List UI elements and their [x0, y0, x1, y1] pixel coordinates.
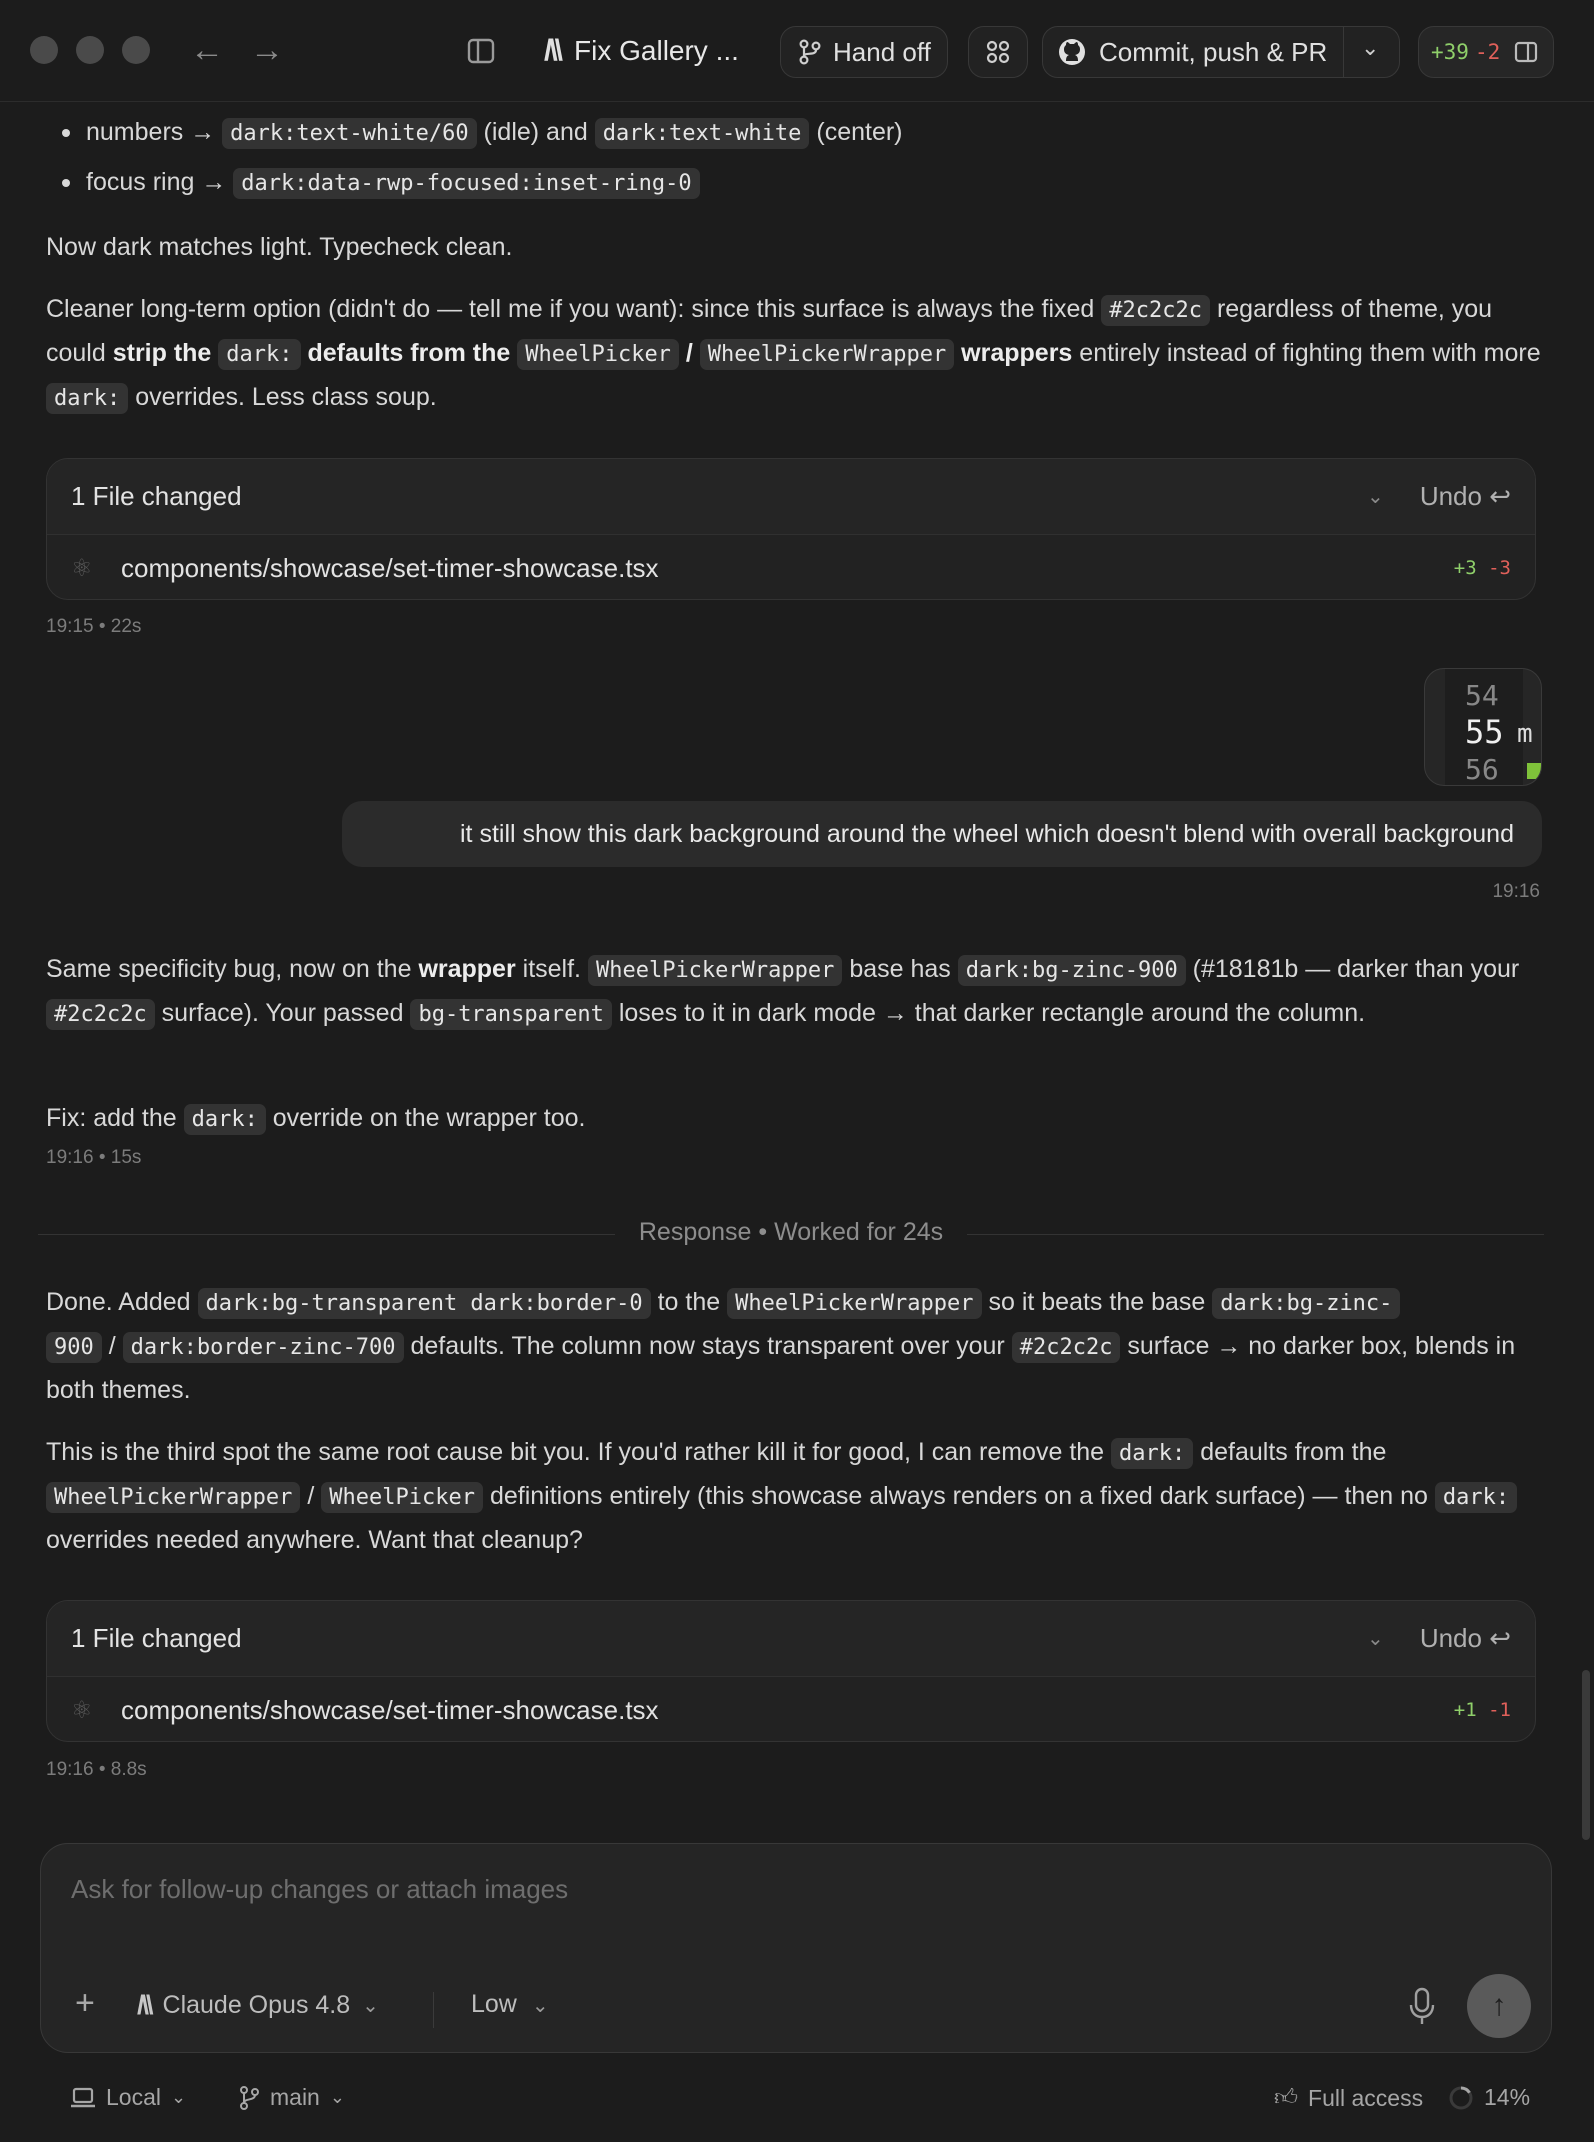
- assistant-paragraph: Fix: add the dark: override on the wrapper too.: [46, 1097, 1546, 1141]
- chevron-down-icon[interactable]: ⌄: [1367, 1628, 1384, 1650]
- undo-icon: ↩: [1489, 481, 1511, 511]
- file-changed-header[interactable]: 1 File changed ⌄ Undo ↩: [47, 459, 1535, 535]
- close-window-button[interactable]: [30, 36, 58, 64]
- split-divider: [1343, 27, 1344, 77]
- branch-selector[interactable]: main ⌄: [238, 2084, 345, 2111]
- anthropic-logo-icon: /\\: [137, 1990, 151, 2020]
- message-meta: 19:15 • 22s: [46, 616, 142, 637]
- divider: [433, 1992, 434, 2028]
- progress-ring-icon: [1448, 2085, 1474, 2111]
- commit-push-pr-button[interactable]: Commit, push & PR ⌄: [1042, 26, 1400, 78]
- apps-button[interactable]: [968, 26, 1028, 78]
- send-button[interactable]: [1467, 1974, 1531, 2038]
- microphone-icon[interactable]: [1407, 1986, 1437, 2026]
- message-meta: 19:16 • 15s: [46, 1147, 142, 1168]
- changed-file-row[interactable]: ⚛ components/showcase/set-timer-showcase.tsx +1 -1: [71, 1694, 1511, 1725]
- model-selector[interactable]: /\\ Claude Opus 4.8 ⌄: [137, 1990, 379, 2020]
- diff-summary-button[interactable]: +39 -2: [1418, 26, 1554, 78]
- undo-button[interactable]: Undo ↩: [1419, 481, 1511, 511]
- chevron-down-icon: ⌄: [329, 2087, 345, 2107]
- file-changed-card: [46, 1600, 1536, 1742]
- response-divider: Response • Worked for 24s: [38, 1216, 1544, 1252]
- grid-icon: [985, 39, 1011, 65]
- bullet-list: [46, 112, 903, 212]
- chevron-down-icon: ⌄: [362, 1995, 379, 2017]
- chevron-down-icon: ⌄: [170, 2087, 187, 2107]
- arrow-up-icon: ↑: [1491, 1989, 1507, 2022]
- file-changed-header[interactable]: 1 File changed ⌄ Undo ↩: [47, 1601, 1535, 1677]
- panel-toggle-icon: [1514, 40, 1538, 64]
- assistant-paragraph: This is the third spot the same root cause bit you. If you'd rather kill it for good, I can remove the dark: defaults from the WheelPickerWrapper / WheelPicker definitions entirely (this showcase always renders on a fixed dark surface) — then no dark: overrides needed anywhere. Want that cleanup?: [46, 1431, 1546, 1562]
- attach-plus-icon[interactable]: +: [75, 1984, 95, 2022]
- list-item: numbers → dark:text-white/60 (idle) and dark:text-white (center): [46, 112, 903, 162]
- undo-icon: ↩: [1489, 1623, 1511, 1653]
- message-input[interactable]: Ask for follow-up changes or attach images: [71, 1874, 569, 1904]
- assistant-paragraph: Now dark matches light. Typecheck clean.: [46, 233, 513, 261]
- scrollbar-thumb[interactable]: [1582, 1670, 1590, 1840]
- sidebar-toggle-icon[interactable]: [466, 36, 496, 66]
- assistant-paragraph: Cleaner long-term option (didn't do — tell me if you want): since this surface is always the fixed #2c2c2c regardless of theme, you could strip the dark: defaults from the WheelPicker / WheelPickerWrapper wrappers entirely instead of fighting them with more dark: overrides. Less class soup.: [46, 288, 1546, 420]
- effort-selector[interactable]: Low ⌄: [471, 1990, 549, 2018]
- hand-off-button[interactable]: Hand off: [780, 26, 948, 78]
- attached-image-thumbnail[interactable]: 54 55 56 m: [1424, 668, 1542, 786]
- assistant-paragraph: Same specificity bug, now on the wrapper itself. WheelPickerWrapper base has dark:bg-zinc-900 (#18181b — darker than your #2c2c2c surface). Your passed bg-transparent loses to it in dark mode → that darker rectangle around the column.: [46, 948, 1546, 1036]
- file-changed-card: [46, 458, 1536, 600]
- minimize-window-button[interactable]: [76, 36, 104, 64]
- chevron-down-icon[interactable]: ⌄: [1367, 486, 1384, 508]
- composer: [40, 1843, 1552, 2053]
- undo-button[interactable]: Undo ↩: [1419, 1623, 1511, 1653]
- changed-file-row[interactable]: ⚛ components/showcase/set-timer-showcase.tsx +3 -3: [71, 552, 1511, 583]
- chevron-down-icon: ⌄: [531, 1995, 549, 2017]
- status-bar: [0, 2070, 1594, 2130]
- github-icon: [1057, 37, 1087, 67]
- environment-selector[interactable]: Local ⌄: [70, 2084, 186, 2111]
- react-file-icon: ⚛: [71, 554, 93, 582]
- laptop-icon: [70, 2087, 96, 2109]
- message-timestamp: 19:16: [1492, 881, 1540, 902]
- back-arrow-icon[interactable]: ←: [190, 31, 224, 69]
- thread-title[interactable]: /\\ Fix Gallery ...: [544, 34, 739, 67]
- context-usage[interactable]: 14%: [1448, 2084, 1530, 2111]
- branch-icon: [797, 38, 823, 66]
- react-file-icon: ⚛: [71, 1696, 93, 1724]
- thumbs-up-icon: 👍︎: [1274, 2084, 1299, 2110]
- assistant-paragraph: Done. Added dark:bg-transparent dark:border-0 to the WheelPickerWrapper so it beats the base dark:bg-zinc- 900 / dark:border-zinc-700 defaults. The column now stays transparent over your #2c2c2c surface → no darker box, blends in both themes.: [46, 1288, 1516, 1404]
- message-meta: 19:16 • 8.8s: [46, 1759, 147, 1780]
- accent-swatch: [1527, 763, 1542, 779]
- access-level-button[interactable]: 👍︎ Full access: [1274, 2084, 1424, 2111]
- top-bar: [0, 0, 1594, 102]
- branch-icon: [238, 2085, 260, 2111]
- list-item: focus ring → dark:data-rwp-focused:inset-ring-0: [46, 162, 903, 212]
- forward-arrow-icon[interactable]: →: [250, 31, 284, 69]
- zoom-window-button[interactable]: [122, 36, 150, 64]
- user-message-bubble: it still show this dark background around the wheel which doesn't blend with overall background: [342, 801, 1542, 867]
- anthropic-logo-icon: /\\: [544, 34, 561, 67]
- chevron-down-icon[interactable]: ⌄: [1361, 35, 1380, 60]
